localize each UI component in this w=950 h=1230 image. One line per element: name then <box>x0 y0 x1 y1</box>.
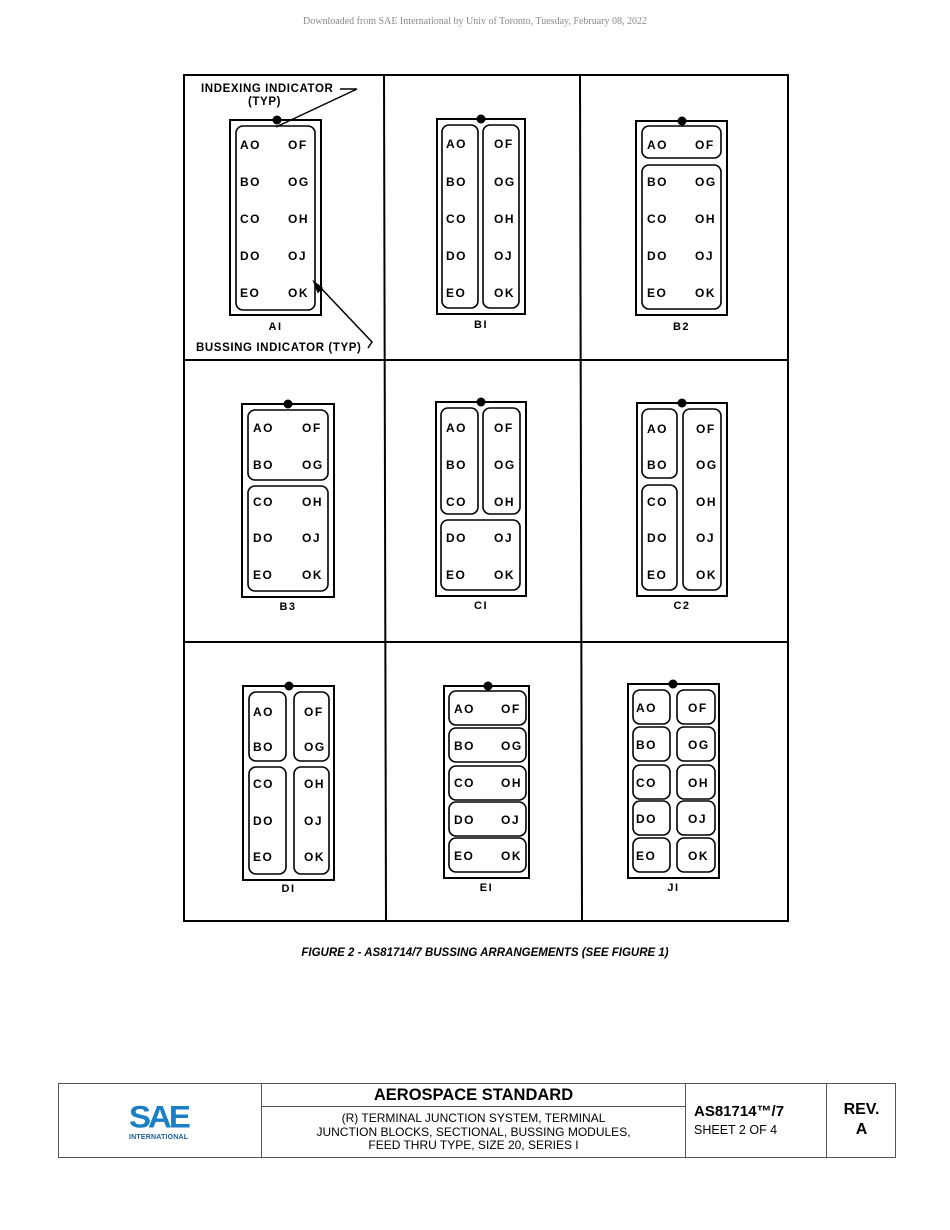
pin-label: OF <box>688 701 708 715</box>
pin-label: EO <box>240 286 261 300</box>
pin-label: DO <box>253 814 274 828</box>
pin-label: OK <box>494 286 515 300</box>
pin-label: EO <box>446 286 467 300</box>
pin-label: OK <box>494 568 515 582</box>
grid-divider-col-1 <box>384 75 386 921</box>
pin-label: BO <box>240 175 261 189</box>
pin-label: OG <box>494 175 516 189</box>
bussing-indicator-label: BUSSING INDICATOR (TYP) <box>196 342 362 354</box>
pin-label: OH <box>501 776 522 790</box>
pin-label: CO <box>446 212 467 226</box>
indexing-indicator-dot <box>678 399 687 408</box>
pin-label: AO <box>253 705 274 719</box>
pin-label: AO <box>253 421 274 435</box>
description-line: JUNCTION BLOCKS, SECTIONAL, BUSSING MODULES, <box>316 1124 631 1139</box>
pin-label: CO <box>253 495 274 509</box>
pin-label: OK <box>288 286 309 300</box>
pin-label: OJ <box>501 813 521 827</box>
pin-label: AO <box>454 702 475 716</box>
pin-label: AO <box>647 138 668 152</box>
grid-divider-col-2 <box>580 75 582 921</box>
pin-label: CO <box>446 495 467 509</box>
pin-label: OF <box>494 421 514 435</box>
indexing-indicator-dot <box>284 400 293 409</box>
pin-label: DO <box>240 249 261 263</box>
pin-label: DO <box>253 531 274 545</box>
junction-block-e1 <box>444 682 529 895</box>
standard-heading: AEROSPACE STANDARD <box>262 1084 685 1107</box>
pin-label: BO <box>446 458 467 472</box>
indexing-indicator-dot <box>285 682 294 691</box>
junction-block-b3 <box>242 400 334 614</box>
description-line: (R) TERMINAL JUNCTION SYSTEM, TERMINAL <box>341 1111 606 1125</box>
pin-label: OG <box>288 175 310 189</box>
block-label: DI <box>281 883 296 895</box>
block-label: B3 <box>279 601 297 613</box>
pin-label: OJ <box>304 814 324 828</box>
sae-logo: SAE <box>129 1098 188 1135</box>
pin-label: BO <box>253 458 274 472</box>
sheet-number: SHEET 2 OF 4 <box>694 1123 778 1137</box>
pin-label: OG <box>501 739 523 753</box>
block-label: CI <box>474 600 488 612</box>
pin-label: CO <box>647 212 668 226</box>
pin-label: OF <box>696 422 716 436</box>
pin-label: OH <box>494 212 515 226</box>
junction-block-d1 <box>243 682 334 896</box>
pin-label: CO <box>454 776 475 790</box>
indexing-indicator-dot <box>477 115 486 124</box>
pin-label: CO <box>647 495 668 509</box>
pin-label: OK <box>696 568 717 582</box>
pin-label: CO <box>240 212 261 226</box>
pin-label: DO <box>636 812 657 826</box>
pin-label: OK <box>302 568 323 582</box>
junction-block-c2 <box>637 399 727 613</box>
pin-label: EO <box>253 850 274 864</box>
pin-label: OJ <box>695 249 715 263</box>
title-block <box>58 1083 896 1158</box>
pin-label: CO <box>636 776 657 790</box>
pin-label: OK <box>304 850 325 864</box>
indexing-indicator-dot <box>678 117 687 126</box>
revision-cell <box>827 1084 896 1157</box>
pin-label: OH <box>304 777 325 791</box>
block-label: AI <box>268 321 283 333</box>
pin-label: OF <box>288 138 308 152</box>
pin-label: CO <box>253 777 274 791</box>
revision-label: REV. <box>843 1101 880 1118</box>
pin-label: EO <box>253 568 274 582</box>
pin-label: OH <box>494 495 515 509</box>
pin-label: BO <box>647 175 668 189</box>
pin-label: OG <box>304 740 326 754</box>
pin-label: OJ <box>494 249 514 263</box>
document-number: AS81714™/7 <box>694 1103 785 1120</box>
bussing-indicator-leader <box>318 285 372 348</box>
pin-label: OH <box>696 495 717 509</box>
pin-label: OF <box>695 138 715 152</box>
pin-label: OH <box>288 212 309 226</box>
pin-label: BO <box>454 739 475 753</box>
pin-label: OF <box>302 421 322 435</box>
junction-block-j1 <box>628 680 719 895</box>
standard-description <box>262 1107 685 1153</box>
figure-caption: FIGURE 2 - AS81714/7 BUSSING ARRANGEMENTS (SEE FIGURE 1) <box>301 947 669 959</box>
indexing-indicator-label: INDEXING INDICATOR <box>201 83 334 95</box>
download-watermark: Downloaded from SAE International by Univ of Toronto, Tuesday, February 08, 2022 <box>303 16 647 27</box>
pin-label: OJ <box>302 531 322 545</box>
pin-label: AO <box>647 422 668 436</box>
block-label: EI <box>479 882 494 894</box>
pin-label: OJ <box>494 531 514 545</box>
logo-cell <box>59 1084 262 1157</box>
pin-label: AO <box>636 701 657 715</box>
junction-block-b2 <box>636 117 727 334</box>
block-label: JI <box>667 882 680 894</box>
junction-blocks <box>230 115 727 896</box>
pin-label: OF <box>501 702 521 716</box>
pin-label: DO <box>446 531 467 545</box>
indexing-indicator-dot <box>484 682 493 691</box>
pin-label: EO <box>454 849 475 863</box>
revision <box>827 1100 896 1140</box>
pin-label: OF <box>494 137 514 151</box>
junction-block-c1 <box>436 398 526 613</box>
pin-label: AO <box>446 421 467 435</box>
description-line: FEED THRU TYPE, SIZE 20, SERIES I <box>368 1138 579 1152</box>
junction-block-b1 <box>437 115 525 332</box>
pin-label: DO <box>647 249 668 263</box>
pin-label: OG <box>494 458 516 472</box>
pin-label: EO <box>647 286 668 300</box>
pin-label: BO <box>446 175 467 189</box>
title-cell <box>262 1084 686 1157</box>
junction-block-a1 <box>230 116 321 334</box>
pin-label: BO <box>636 738 657 752</box>
block-label: BI <box>474 319 488 331</box>
pin-label: BO <box>253 740 274 754</box>
pin-label: DO <box>454 813 475 827</box>
pin-label: OG <box>696 458 718 472</box>
pin-label: OK <box>501 849 522 863</box>
pin-label: DO <box>446 249 467 263</box>
block-label: C2 <box>673 600 691 612</box>
pin-label: OG <box>695 175 717 189</box>
indexing-indicator-dot <box>669 680 678 689</box>
pin-label: BO <box>647 458 668 472</box>
pin-label: OH <box>688 776 709 790</box>
pin-label: AO <box>240 138 261 152</box>
pin-label: OG <box>302 458 324 472</box>
sae-logo-subtext: INTERNATIONAL <box>129 1134 189 1141</box>
block-label: B2 <box>672 321 691 333</box>
pin-label: OJ <box>688 812 708 826</box>
pin-label: OK <box>695 286 716 300</box>
pin-label: DO <box>647 531 668 545</box>
document-cell <box>686 1084 827 1157</box>
pin-label: EO <box>636 849 657 863</box>
pin-label: OH <box>302 495 323 509</box>
pin-label: OK <box>688 849 709 863</box>
pin-label: EO <box>647 568 668 582</box>
revision-value: A <box>855 1121 868 1138</box>
indexing-indicator-dot <box>273 116 282 125</box>
pin-label: OH <box>695 212 716 226</box>
pin-label: OF <box>304 705 324 719</box>
pin-label: OJ <box>696 531 716 545</box>
pin-label: AO <box>446 137 467 151</box>
indexing-indicator-typ: (TYP) <box>248 96 282 108</box>
pin-label: OG <box>688 738 710 752</box>
indexing-indicator-dot <box>477 398 486 407</box>
pin-label: OJ <box>288 249 308 263</box>
pin-label: EO <box>446 568 467 582</box>
